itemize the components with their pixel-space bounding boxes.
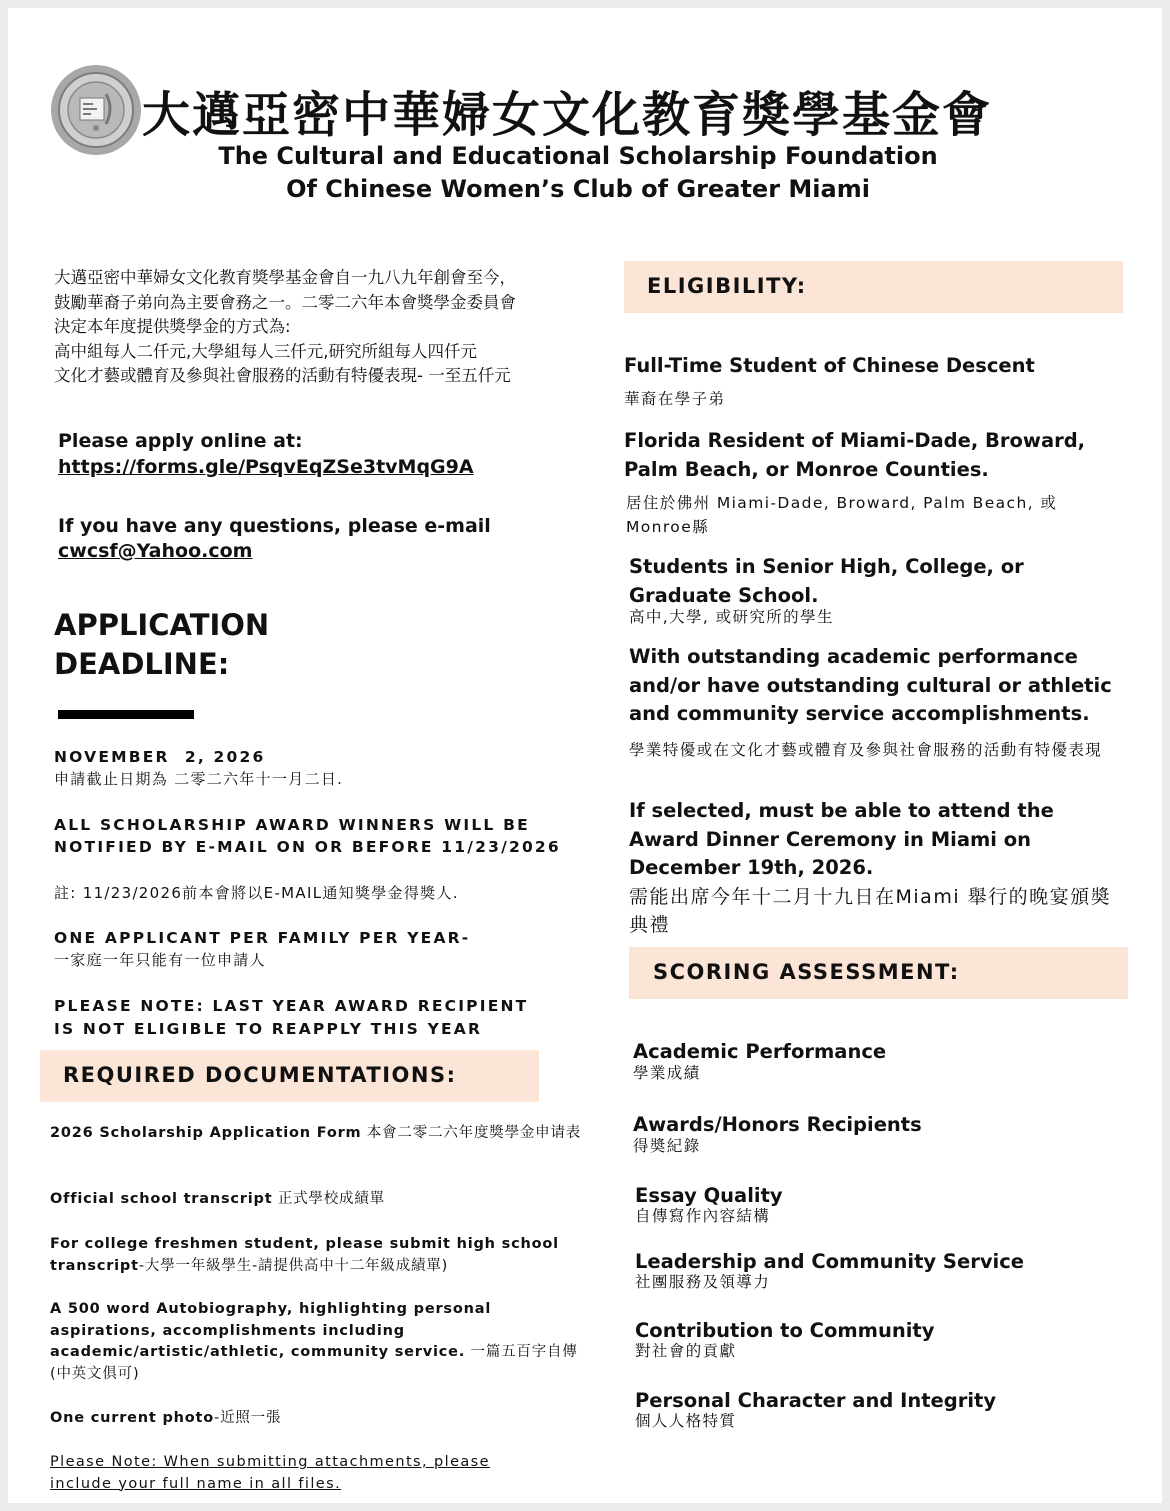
foundation-seal-logo bbox=[50, 64, 142, 156]
contact-email-link[interactable]: cwcsf@Yahoo.com bbox=[58, 540, 253, 562]
doc-item-application-form bbox=[50, 1123, 590, 1145]
doc-item-en: For college freshmen student, please submit high school transcript bbox=[50, 1236, 559, 1274]
scoring-criterion-zh: 得奬紀錄 bbox=[633, 1137, 701, 1155]
doc-item-zh: 一篇五百字自傳(中英文俱可) bbox=[50, 1344, 578, 1382]
application-form-link[interactable]: https://forms.gle/PsqvEqZSe3tvMqG9A bbox=[58, 456, 474, 478]
doc-item-zh: 本會二零二六年度獎學金申请表 bbox=[361, 1125, 582, 1141]
scoring-criterion-zh: 個人人格特質 bbox=[635, 1412, 737, 1430]
doc-item-autobiography bbox=[50, 1299, 590, 1385]
deadline-heading-line-1: APPLICATION bbox=[54, 608, 270, 642]
scoring-criterion: Leadership and Community Service bbox=[635, 1250, 1025, 1273]
notification-line-1: ALL SCHOLARSHIP AWARD WINNERS WILL BE bbox=[54, 816, 530, 834]
eligibility-criterion-zh: 高中,大學, 或研究所的學生 bbox=[629, 608, 834, 626]
deadline-divider bbox=[58, 710, 194, 719]
scoring-criterion-zh: 社團服務及領導力 bbox=[635, 1273, 771, 1291]
previous-recipient-note-line-1: PLEASE NOTE: LAST YEAR AWARD RECIPIENT bbox=[54, 997, 529, 1015]
intro-line: 文化才藝或體育及參與社會服務的活動有特優表現- 一至五仟元 bbox=[54, 366, 511, 385]
eligibility-criterion: If selected, must be able to attend the Award Dinner Ceremony in Miami on December 19th, 2026. bbox=[629, 799, 1054, 879]
intro-paragraph bbox=[54, 266, 594, 389]
eligibility-criterion: With outstanding academic performance and/or have outstanding cultural or athletic and community service accomplishments. bbox=[629, 645, 1112, 725]
apply-online-label: Please apply online at: bbox=[58, 430, 303, 452]
deadline-date-zh: 申請截止日期為 二零二六年十一月二日. bbox=[54, 770, 344, 788]
notification-zh: 註: 11/23/2026前本會將以E-MAIL通知獎學金得獎人. bbox=[54, 884, 459, 902]
eligibility-criterion-zh: 居住於佛州 Miami-Dade, Broward, Palm Beach, 或 Monroe縣 bbox=[626, 494, 1058, 536]
deadline-heading bbox=[54, 606, 454, 684]
one-applicant-rule-zh: 一家庭一年只能有一位申請人 bbox=[54, 951, 266, 969]
eligibility-criterion: Students in Senior High, College, or Graduate School. bbox=[629, 555, 1024, 607]
attachments-note bbox=[50, 1452, 550, 1495]
scoring-criterion: Contribution to Community bbox=[635, 1319, 935, 1342]
notification-line-2: NOTIFIED BY E-MAIL ON OR BEFORE 11/23/2026 bbox=[54, 838, 561, 856]
doc-item-zh: -近照一張 bbox=[214, 1410, 282, 1426]
scoring-criterion: Academic Performance bbox=[633, 1040, 887, 1063]
scoring-criterion: Awards/Honors Recipients bbox=[633, 1113, 922, 1136]
doc-item-en: A 500 word Autobiography, highlighting personal aspirations, accomplishments including academic/artistic/athletic, community service. bbox=[50, 1301, 492, 1360]
eligibility-criterion-zh: 需能出席今年十二月十九日在Miami 舉行的晚宴頒奬典禮 bbox=[629, 886, 1112, 936]
previous-recipient-note-line-2: IS NOT ELIGIBLE TO REAPPLY THIS YEAR bbox=[54, 1020, 483, 1038]
title-chinese: 大邁亞密中華婦女文化教育獎學基金會 bbox=[142, 87, 993, 143]
deadline-heading-line-2: DEADLINE: bbox=[54, 647, 230, 681]
doc-item-transcript bbox=[50, 1189, 590, 1211]
doc-item-zh: 正式學校成績單 bbox=[272, 1191, 385, 1207]
eligibility-criterion-zh: 學業特優或在文化才藝或體育及參與社會服務的活動有特優表現 bbox=[629, 741, 1103, 759]
intro-line: 大邁亞密中華婦女文化教育獎學基金會自一九八九年創會至今， bbox=[54, 268, 516, 287]
doc-item-zh: -大學一年級學生-請提供高中十二年級成績單) bbox=[138, 1257, 449, 1274]
doc-item-en: 2026 Scholarship Application Form bbox=[50, 1125, 362, 1141]
scoring-heading: SCORING ASSESSMENT: bbox=[653, 960, 960, 984]
doc-item-en: Official school transcript bbox=[50, 1191, 273, 1207]
scoring-criterion-zh: 學業成績 bbox=[633, 1064, 701, 1082]
one-applicant-rule: ONE APPLICANT PER FAMILY PER YEAR- bbox=[54, 929, 471, 947]
deadline-date: NOVEMBER 2, 2026 bbox=[54, 748, 266, 766]
eligibility-criterion-zh: 華裔在學子弟 bbox=[624, 390, 726, 408]
scoring-criterion: Personal Character and Integrity bbox=[635, 1389, 997, 1412]
flyer-page bbox=[8, 8, 1162, 1503]
scoring-criterion: Essay Quality bbox=[635, 1184, 783, 1207]
attachments-note-text: Please Note: When submitting attachments, please include your full name in all files. bbox=[50, 1454, 490, 1492]
eligibility-heading: ELIGIBILITY: bbox=[647, 274, 807, 298]
intro-line: 鼓勵華裔子弟向為主要會務之一。二零二六年本會獎學金委員會 bbox=[54, 292, 516, 312]
title-english-line-2: Of Chinese Women’s Club of Greater Miami bbox=[286, 175, 870, 203]
scoring-criterion-zh: 對社會的貢獻 bbox=[635, 1342, 737, 1360]
doc-item-en: One current photo bbox=[50, 1410, 215, 1426]
intro-line: 高中組每人二仟元,大學組每人三仟元,研究所組每人四仟元 bbox=[54, 341, 477, 361]
eligibility-criterion: Florida Resident of Miami-Dade, Broward, Palm Beach, or Monroe Counties. bbox=[624, 429, 1086, 481]
doc-item-photo bbox=[50, 1408, 590, 1430]
doc-item-freshmen-transcript bbox=[50, 1234, 590, 1277]
eligibility-criterion: Full-Time Student of Chinese Descent bbox=[624, 354, 1035, 377]
intro-line: 決定本年度提供獎學金的方式為: bbox=[54, 317, 291, 336]
title-english-line-1: The Cultural and Educational Scholarship Foundation bbox=[218, 142, 938, 170]
required-docs-heading: REQUIRED DOCUMENTATIONS: bbox=[63, 1063, 457, 1087]
scoring-criterion-zh: 自傳寫作內容結構 bbox=[635, 1207, 771, 1225]
questions-label: If you have any questions, please e-mail bbox=[58, 515, 491, 537]
